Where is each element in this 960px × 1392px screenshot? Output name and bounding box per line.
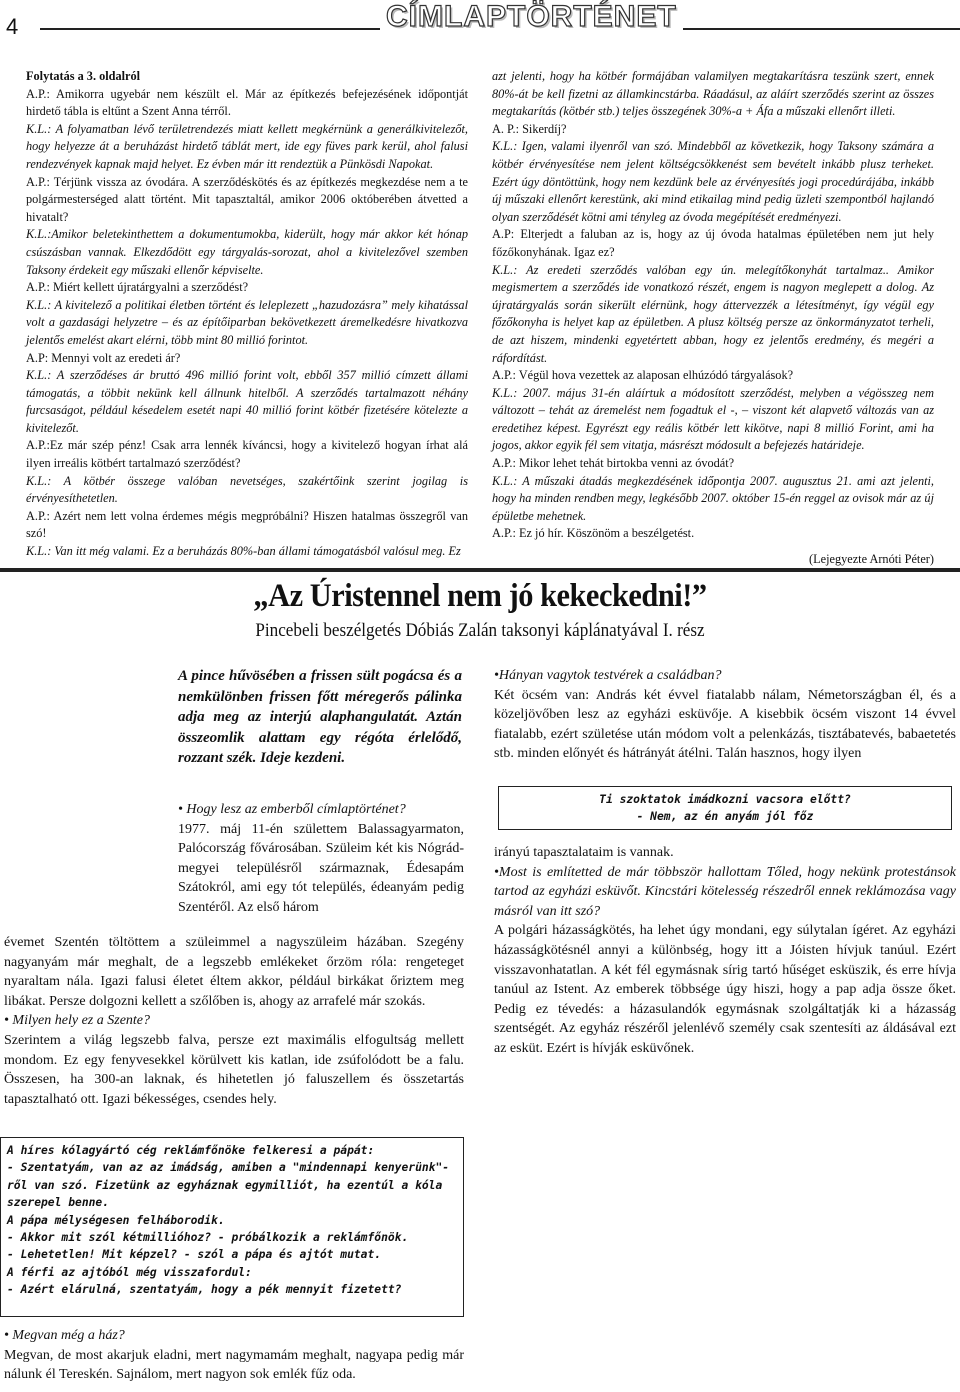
interview-paragraph: Folytatás a 3. oldalról [26,69,141,83]
article-title: „Az Úristennel nem jó kekeckedni!” [253,578,707,614]
interview-paragraph: K.L.: A műszaki átadás megkezdésének időpontja 2007. augusztus 21. ami azt jelenti, hogy ha minden rendben megy, legkésőbb 2007. október 15-én reggel az ovisok már az új épületbe mehetnek. [492,473,934,523]
interview-paragraph: A.P.: Térjünk vissza az óvodára. A szerződéskötés és az építkezés megkezdése nem a te polgármesterséged alatt történt. Mit tapasztaltál, amikor 2006 októberében átvetted a hivatalt? [26,174,468,224]
interview-paragraph: K.L.: Az eredeti szerződés valóban egy ún. melegítőkonyhát tartalmaz.. Amikor megismertem a szerződés ide vonatkozó részét, engem is nagyon meglepett a dolog. Az újratárgyalás során sikerült elérnünk, hogy áttervezzék a létesítményt, így végül egy főzőkonyha is helyet kap az épületben. A plusz költség persze az önkormányzatot terheli, de azt hiszem, mindenki egyetértett abban, hogy ez jelentős eredmény, és megéri a ráfordítást. [492,262,934,365]
interview-paragraph: A.P.: Mikor lehet tehát birtokba venni az óvodát? [492,456,735,471]
article-body-bottom [4,1326,464,1385]
joke-line: - Lehetetlen! Mit képzel? - szól a pápa és ajtót mutat. [7,1248,382,1262]
joke-line: A híres kólagyártó cég reklámfőnöke felkeresi a pápát: [7,1144,375,1157]
interview-paragraph: A.P.: Azért nem lett volna érdemes mégis megpróbálni? Hiszen hatalmas összegről van szó! [26,508,468,541]
quip-line: - Nem, az én anyám jól főz [636,810,814,824]
interview-paragraph: A. P.: Sikerdíj? [492,121,567,136]
interview-paragraph: K.L.: Igen, valami ilyenről van szó. Mindebből az következik, hogy Taksony számára a kötbér érvényesítése nem jelent költségcsökkenést sem bevételt inkább plusz terheket. Ezért úgy döntöttünk, hogy nem kezdünk bele az érvényesítés jogi procedúrájába, inkább új műszaki ellenőrt kerestünk, aki mind etikailag mind pedig üzleti szempontból hajlandó olyan szerződését kötni ami tényleg az óvoda megépítését eredményezi. [492,139,934,224]
joke-line: A pápa mélységesen felháborodik. [7,1213,225,1227]
article-lead: A pince hűvösében a frissen sült pogácsa és a nemkülönben frissen főtt méregerős pálinka adja meg az interjú alaphangulatát. Aztán összeomlik alattam egy régóta érlelődő, rozzant szék. Ideje kezdeni. [178,668,462,766]
question: •Most is említetted de már többször hallottam Tőled, hogy nekünk protestánsok tartod az egyházi esküvőt. Kincstári kötelesség részedről ennek reklámozása vagy másról van itt szó? [494,864,956,919]
joke-line: - Akkor mit szól kétmillióhoz? - próbálkozik a reklámfőnök. [7,1231,409,1245]
interview-right-column [492,68,934,569]
article-body-upper [178,800,464,918]
answer: 1977. máj 11-én születtem Balassagyarmaton, Palócország fővárosában. Szüleim két kis Nógrád-megyei településről származnak, Édesapám Szátokról, ami egy tót település, édeanyám pedig Szentéről. Az első három [178,821,464,915]
interview-paragraph: azt jelenti, hogy ha kötbér formájában valamilyen megtakarításra teszünk szert, ennek 80%-át be kell fizetni az államkincstárba. Ráadásul, az aláírt szerződés szerint az összes megtakarítás (kötbér stb.) teljes összegének 30%-a + Áfa a műszaki ellenőrt illeti. [492,69,934,119]
interview-paragraph: K.L.: A szerződéses ár bruttó 496 millió forint volt, ebből 357 millió címzett állami támogatás, a többit nekünk kell állnunk hitelből. A szerződés tartalmazott néhány furcsaságot, például késedelem esetét napi 40 millió forint kötbér fizetésére kötelezte a kivitelezőt. [26,368,468,435]
quip-box [498,786,952,830]
question: •Hányan vagytok testvérek a családban? [494,668,722,683]
article-body-right-lower [494,843,956,1059]
interview-paragraph: A.P.:Ez már szép pénz! Csak arra lennék kíváncsi, hogy a kivitelező hogyan írhat alá ilyen irreális kötbért tartalmazó szerződést? [26,438,468,471]
answer: Két öcsém van: András két évvel fiatalabb nálam, Németországban él, és a közeljövőben lesz az egyházi esküvője. A kisebbik öcsém viszont 14 évvel fiatalabb, ezért születése után módom volt a pelenkázás, tisztábatevés, babaetetés stb. minden előnyét és hátrányát átélni. Talán hasznos, hogy ilyen [494,687,956,762]
interview-paragraph: A.P.: Miért kellett újratárgyalni a szerződést? [26,280,249,295]
answer: évemet Szentén töltöttem a szüleimmel a nagyszüleim házában. Szegény nagyanyám már meghalt, de a legszebb emlékeket őrzöm róla: rengeteget nyaraltam nála. Igazi falusi életet éltem akkor, például birkákat őriztem meg libákat. Persze dolgozni kellett a szőlőben is, ahogy az arrafelé már szokás. [4,935,464,1009]
interview-paragraph: K.L.: A kötbér összege valóban nevetséges, szakértőink szerint jogilag is érvényesíthetetlen. [26,473,468,506]
question: • Megvan még a ház? [4,1328,125,1343]
article-body-lower [4,933,464,1109]
answer: Szerintem a világ legszebb falva, persze ezt maximális elfogultság mellett mondom. Ez egy fenyvesekkel körülvett kis katlan, ide zsúfolódott be a falu. Összesen, ha 300-an laknak, és hihetetlen jó faluszellem és összetartás tapasztalható ott. Igazi békességes, csendes hely. [4,1032,464,1107]
interview-left-column [26,68,468,561]
interview-paragraph: A.P.: Amikorra ugyebár nem készült el. Már az építkezés befejezésének időpontját hirdető tábla is eltűnt a Szent Anna térről. [26,86,468,119]
interview-paragraph: (Lejegyezte Arnóti Péter) [809,552,934,567]
interview-paragraph: K.L.: Van itt még valami. Ez a beruházás 80%-ban állami támogatásból valósul meg. Ez [26,544,461,559]
interview-paragraph: A.P: Mennyi volt az eredeti ár? [26,350,181,365]
article-body-right-upper [494,666,956,764]
interview-paragraph: A.P.: Ez jó hír. Köszönöm a beszélgetést. [492,526,695,541]
page-number: 4 [6,14,19,39]
interview-paragraph: K.L.: A kivitelező a politikai életben történt és leleplezett „hazudozásra” mely kihatással volt a gazdasági helyzetre – és az építőiparban bekövetkezett áremelkedésre hivatkozva jelentős emelést akart elérni, több mint 80 millió forintot. [26,297,468,347]
interview-paragraph: K.L.: 2007. május 31-én aláírtuk a módosított szerződést, melyben a végösszeg nem változott – tehát az áremelést nem fogadtuk el -, – viszont két alapvető változás van az eredetihez képest. Egyrészt egy reális kötbér lett kikötve, napi 8 millió Forint, ami ha jogos, akkor egyik fél sem vitatja, másrészt módosult a befejezés határideje. [492,385,934,453]
section-title: CÍMLAPTÖRTÉNET [380,0,683,34]
question: • Hogy lesz az emberből címlaptörténet? [178,802,406,817]
question: • Milyen hely ez a Szente? [4,1013,151,1029]
answer: Megvan, de most akarjuk eladni, mert nagymamám meghalt, nagyapa pedig már nálunk él Tereskén. Sajnálom, mert nagyon sok emlék fűz oda. [4,1347,464,1383]
answer: A polgári házasságkötés, ha lehet úgy mondani, egy súlytalan ígéret. Az egyházi házasságkötésnél annyi a különbség, hogy itt a Jóisten hívjuk tanúul. Ezért visszavonhatatlan. A két fél egymásnak sírig tartó hűséget esküszik, és erre hívja tanúul az Istent. Az emberek többsége úgy hiszi, hogy a pap adja össze őket. Pedig ez tévedés: a házasulandók egymásnak szolgáltatják ki a házasság szentségét. Az egyház részéről jelenlévő személy csak szentesíti az áldásával ezt az esküt. Ezért is hívják esküvőnek. [494,923,956,1056]
joke-box [0,1137,464,1317]
article-subtitle: Pincebeli beszélgetés Dóbiás Zalán taksonyi káplánatyával I. rész [255,620,705,641]
quip-line: Ti szoktatok imádkozni vacsora előtt? [599,793,851,806]
interview-paragraph: A.P: Elterjedt a faluban az is, hogy az új óvoda hatalmas épületében nem jut hely főzőkonyhának. Igaz ez? [492,227,934,259]
joke-line: - Azért elárulná, szentatyám, hogy a pék mennyit fizetett? [7,1283,402,1297]
interview-paragraph: K.L.:Amikor beletekinthettem a dokumentumokba, kiderült, hogy már akkor két hónap csúszásban vannak. Elkezdődött egy tárgyalás-sorozat, ahol a kivitelezővel szemben Taksony érdekeit egy műszaki ellenőr képviselte. [26,227,468,277]
answer: irányú tapasztalataim is vannak. [494,845,674,860]
interview-paragraph: A.P.: Végül hova vezettek az alaposan elhúzódó tárgyalások? [492,368,794,383]
joke-line: A férfi az ajtóból még visszafordul: [7,1265,252,1279]
article-separator [0,568,960,572]
interview-paragraph: K.L.: A folyamatban lévő területrendezés miatt kellett megkérnünk a generálkivitelezőt, hogy helyezze át a beruházást hirdető táblát mert, ide egy füves park kerül, ahol falusi rendezvények kapnak majd helyet. Ez évben már itt rendeztük a Pünkösdi Napokat. [26,121,468,171]
joke-line: - Szentatyám, van az az imádság, amiben a "mindennapi kenyerünk"-ről van szó. Fizetünk az egyháznak egymilliót, ha ezentúl a kóla szerepel benne. [7,1161,450,1210]
